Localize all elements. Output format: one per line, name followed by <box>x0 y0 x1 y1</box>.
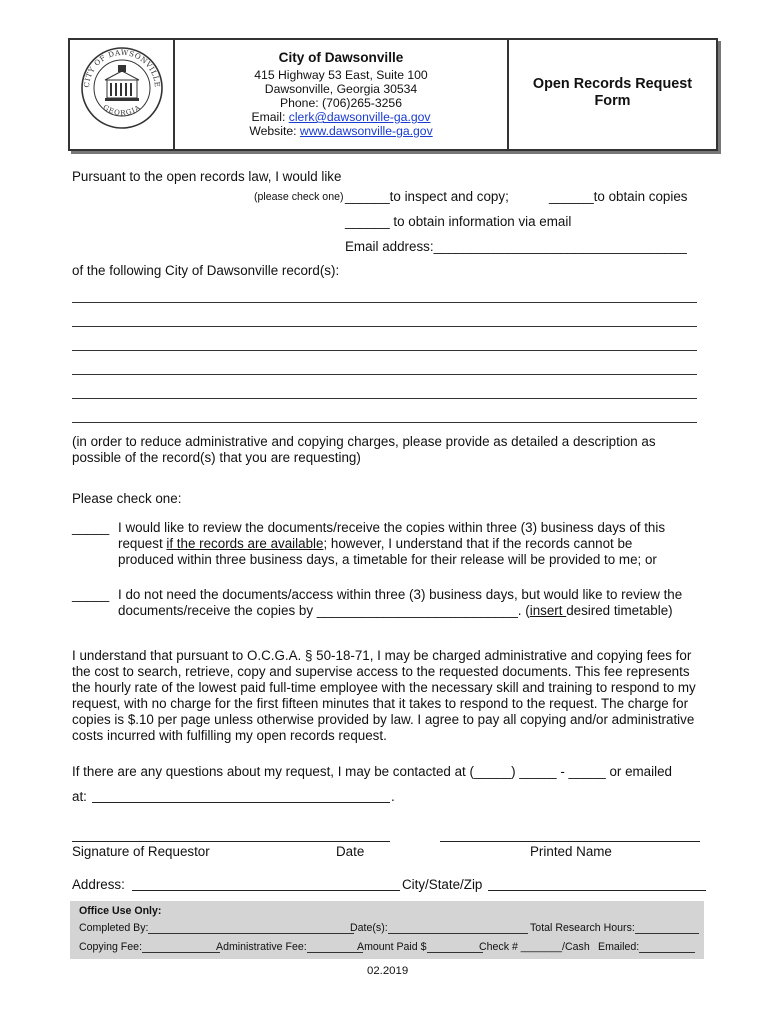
website-line <box>175 124 507 138</box>
check-one-note: (please check one) <box>254 191 344 203</box>
svg-text:CITY OF DAWSONVILLE: CITY OF DAWSONVILLE <box>81 47 163 88</box>
form-title-line-2: Form <box>594 93 631 109</box>
city-seal-logo <box>80 46 164 130</box>
address-line-2: Dawsonville, Georgia 30534 <box>264 82 418 96</box>
fees-paragraph: I understand that pursuant to O.C.G.A. § 50-18-71, I may be charged administrative and copying fees for the cost to search, retrieve, copy and supervise access to the requested documents. This fee represents the hourly rate of the lowest paid full-time employee with the necessary skill and training to respond to my request, with no charge for the first fifteen minutes that it takes to respond to the request. The charge for copies is $.10 per page unless otherwise provided by law. I agree to pay all copying and/or administrative costs incurred with fulfilling my open records request. <box>72 648 696 743</box>
date-label: Date <box>336 844 365 859</box>
email-link[interactable]: clerk@dawsonville-ga.gov <box>288 110 431 124</box>
option-2-blank[interactable]: _____ <box>72 587 110 602</box>
contact-at-label: at: <box>72 789 87 804</box>
option-obtain-copies[interactable]: ______to obtain copies <box>549 189 688 204</box>
copying-fee-field[interactable]: Copying Fee: <box>79 941 220 953</box>
records-line[interactable] <box>72 350 697 351</box>
amount-paid-field[interactable]: Amount Paid $ <box>357 941 483 953</box>
address-label: Address: <box>72 877 125 892</box>
contact-period: . <box>391 789 395 804</box>
printed-name-line[interactable] <box>440 841 700 842</box>
records-label: of the following City of Dawsonville record(s): <box>72 263 340 278</box>
address-box <box>173 38 509 151</box>
contact-line[interactable]: If there are any questions about my request, I may be contacted at (_____) _____ - _____ or emailed <box>72 764 672 779</box>
completed-by-field[interactable]: Completed By: <box>79 922 354 934</box>
address-line-1: 415 Highway 53 East, Suite 100 <box>254 68 428 82</box>
description-note: (in order to reduce administrative and copying charges, please provide as detailed a description as possible of the record(s) that you are requesting) <box>72 434 656 465</box>
email-line <box>175 110 507 124</box>
city-state-zip-label: City/State/Zip <box>402 877 483 892</box>
revision-date: 02.2019 <box>367 965 409 977</box>
request-intro: Pursuant to the open records law, I would like <box>72 169 342 184</box>
city-name: City of Dawsonville <box>278 50 404 65</box>
website-label: Website: <box>249 124 300 138</box>
form-title-line-1: Open Records Request <box>532 76 693 92</box>
records-line[interactable] <box>72 398 697 399</box>
seal-box <box>68 38 175 151</box>
records-line[interactable] <box>72 422 697 423</box>
records-line[interactable] <box>72 326 697 327</box>
records-line[interactable] <box>72 374 697 375</box>
total-hours-field[interactable]: Total Research Hours: <box>530 922 699 934</box>
please-check-label: Please check one: <box>72 491 182 506</box>
signature-label: Signature of Requestor <box>72 844 210 859</box>
option-email[interactable]: ______ to obtain information via email <box>345 214 572 229</box>
signature-line[interactable] <box>72 841 390 842</box>
option-1-text: I would like to review the documents/receive the copies within three (3) business days of this request if the records are available; however, I understand that if the records cannot be produced within three business days, a timetable for their release will be provided to me; or <box>118 520 666 567</box>
option-2-text: I do not need the documents/access within three (3) business days, but would like to review the documents/receive the copies by ___________________________. (insert desired timetable) <box>118 587 683 618</box>
email-label: Email: <box>251 110 289 124</box>
printed-name-label: Printed Name <box>530 844 612 859</box>
check-cash-field[interactable]: Check # _______/Cash <box>479 941 590 953</box>
email-address-field[interactable]: Email address:__________________________________ <box>345 239 687 254</box>
form-title <box>509 76 716 110</box>
dates-field[interactable]: Date(s): <box>350 922 528 934</box>
admin-fee-field[interactable]: Administrative Fee: <box>216 941 363 953</box>
records-line[interactable] <box>72 302 697 303</box>
office-use-box <box>70 901 704 959</box>
website-link[interactable]: www.dawsonville-ga.gov <box>299 124 433 138</box>
option-1-blank[interactable]: _____ <box>72 520 110 535</box>
phone: Phone: (706)265-3256 <box>280 96 402 110</box>
form-header <box>68 38 716 152</box>
title-box <box>507 38 718 151</box>
city-state-zip-line[interactable] <box>488 890 706 891</box>
contact-email-line[interactable] <box>92 802 390 803</box>
svg-text:GEORGIA: GEORGIA <box>101 103 143 118</box>
office-use-title: Office Use Only: <box>79 905 162 917</box>
option-inspect-copy[interactable]: ______to inspect and copy; <box>345 189 509 204</box>
emailed-field[interactable]: Emailed: <box>598 941 695 953</box>
address-line[interactable] <box>132 890 400 891</box>
